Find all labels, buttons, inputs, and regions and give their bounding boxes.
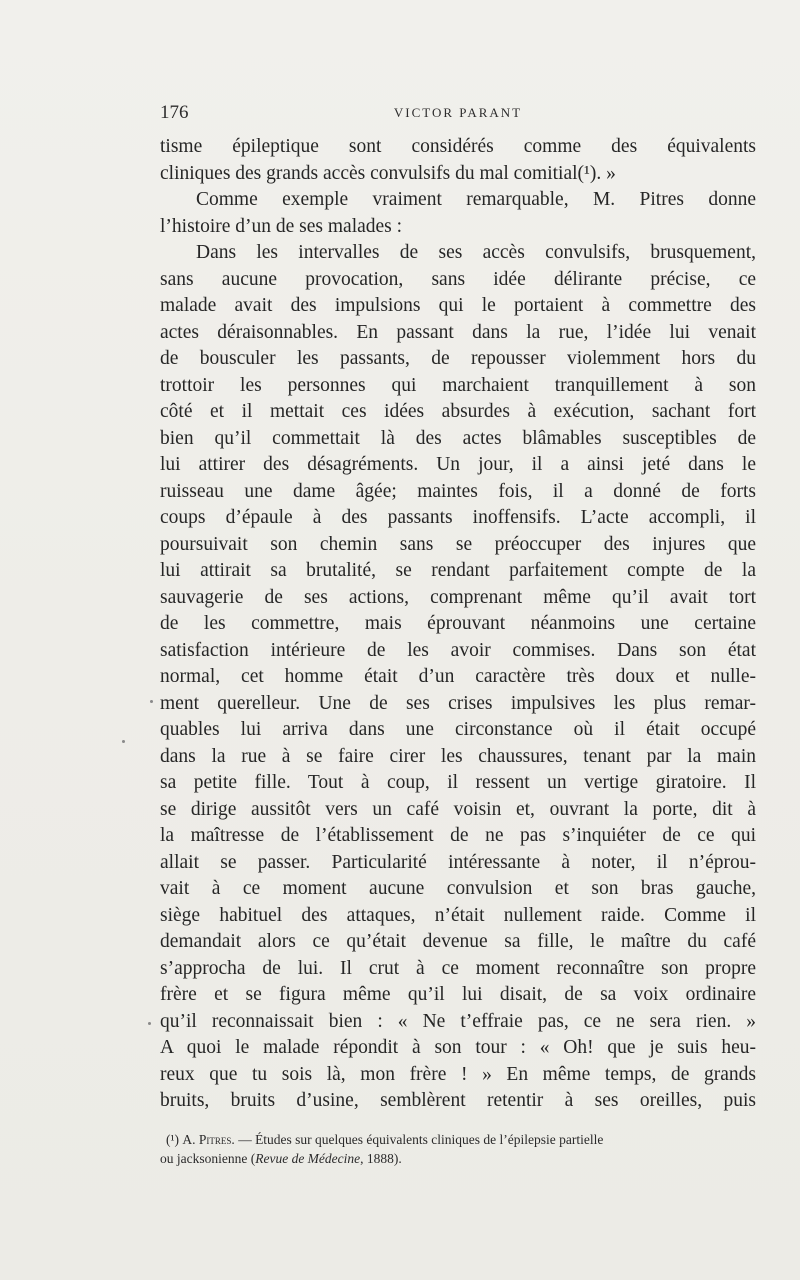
running-head: VICTOR PARANT — [393, 105, 523, 120]
text-line: Comme exemple vraiment remarquable, M. Pitres donne — [196, 189, 756, 210]
footnote — [160, 1130, 756, 1168]
text-line: sans aucune provocation, sans idée délirante précise, ce — [160, 268, 756, 290]
paper-speck — [122, 740, 125, 743]
text-line: malade avait des impulsions qui le portaient à commettre des — [160, 295, 756, 316]
text-line: la maîtresse de l’établissement de ne pas s’inquiéter de ce qui — [160, 825, 756, 846]
body-text — [160, 134, 756, 1115]
text-line: satisfaction intérieure de les avoir commises. Dans son état — [160, 639, 756, 661]
text-line: lui attirer des désagréments. Un jour, il a ainsi jeté dans le — [160, 454, 756, 475]
text-line: A quoi le malade répondit à son tour : « Oh! que je suis heu- — [160, 1037, 756, 1058]
footnote-line-2 — [160, 1149, 756, 1168]
text-line: dans la rue à se faire cirer les chaussures, tenant par la main — [160, 745, 756, 767]
text-line: vait à ce moment aucune convulsion et son bras gauche, — [160, 878, 756, 899]
text-line: de bousculer les passants, de repousser violemment hors du — [160, 348, 756, 369]
text-line: quables lui arriva dans une circonstance où il était occupé — [160, 719, 756, 740]
text-line: siège habituel des attaques, n’était nullement raide. Comme il — [160, 904, 756, 926]
text-line: bien qu’il commettait là des actes blâmables susceptibles de — [160, 427, 756, 449]
paper-speck — [148, 1022, 151, 1025]
footnote-text: — Études sur quelques équivalents cliniques de l’épilepsie partielle — [234, 1132, 604, 1147]
text-line: sauvagerie de ses actions, comprenant même qu’il avait tort — [160, 586, 756, 608]
footnote-line-1 — [160, 1130, 756, 1149]
text-line: frère et se figura même qu’il lui disait, de sa voix ordinaire — [160, 984, 756, 1005]
footnote-journal: Revue de Médecine — [255, 1151, 361, 1166]
text-line: de les commettre, mais éprouvant néanmoins une certaine — [160, 613, 756, 634]
text-line: trottoir les personnes qui marchaient tranquillement à son — [160, 374, 756, 396]
footnote-author: A. Pitres. — [182, 1132, 235, 1147]
text-line: allait se passer. Particularité intéressante à noter, il n’éprou- — [160, 851, 756, 873]
text-line: lui attirait sa brutalité, se rendant parfaitement compte de la — [160, 560, 756, 581]
paper-speck — [150, 700, 153, 703]
text-line: se dirige aussitôt vers un café voisin et, ouvrant la porte, dit à — [160, 798, 756, 820]
text-line: reux que tu sois là, mon frère ! » En même temps, de grands — [160, 1063, 756, 1085]
text-line: tisme épileptique sont considérés comme des équivalents — [160, 136, 756, 157]
text-line: côté et il mettait ces idées absurdes à exécution, sachant fort — [160, 401, 756, 422]
text-line: l’histoire d’un de ses malades : — [160, 215, 403, 237]
text-line: coups d’épaule à des passants inoffensifs. L’acte accompli, il — [160, 507, 756, 528]
footnote-line2-start: ou jacksonienne ( — [160, 1151, 256, 1166]
text-line: cliniques des grands accès convulsifs du mal comitial(¹). » — [160, 162, 616, 184]
text-line: Dans les intervalles de ses accès convulsifs, brusquement, — [196, 242, 756, 263]
text-line: actes déraisonnables. En passant dans la rue, l’idée lui venait — [160, 321, 756, 343]
text-line: sa petite fille. Tout à coup, il ressent un vertige giratoire. Il — [160, 772, 756, 793]
text-line: ruisseau une dame âgée; maintes fois, il a donné de forts — [160, 480, 756, 502]
text-line: bruits, bruits d’usine, semblèrent retentir à ses oreilles, puis — [160, 1090, 756, 1111]
footnote-marker: (¹) — [166, 1132, 180, 1147]
text-line: demandait alors ce qu’était devenue sa fille, le maître du café — [160, 931, 756, 952]
text-line: poursuivait son chemin sans se préoccuper des injures que — [160, 533, 756, 555]
page-header — [160, 102, 756, 126]
text-line: qu’il reconnaissait bien : « Ne t’effraie pas, ce ne sera rien. » — [160, 1010, 756, 1032]
text-line: s’approcha de lui. Il crut à ce moment reconnaître son propre — [160, 957, 756, 979]
page-number: 176 — [160, 102, 189, 123]
footnote-line2-end: , 1888). — [360, 1151, 402, 1166]
text-line: ment querelleur. Une de ses crises impulsives les plus remar- — [160, 692, 756, 714]
text-line: normal, cet homme était d’un caractère très doux et nulle- — [160, 666, 756, 687]
